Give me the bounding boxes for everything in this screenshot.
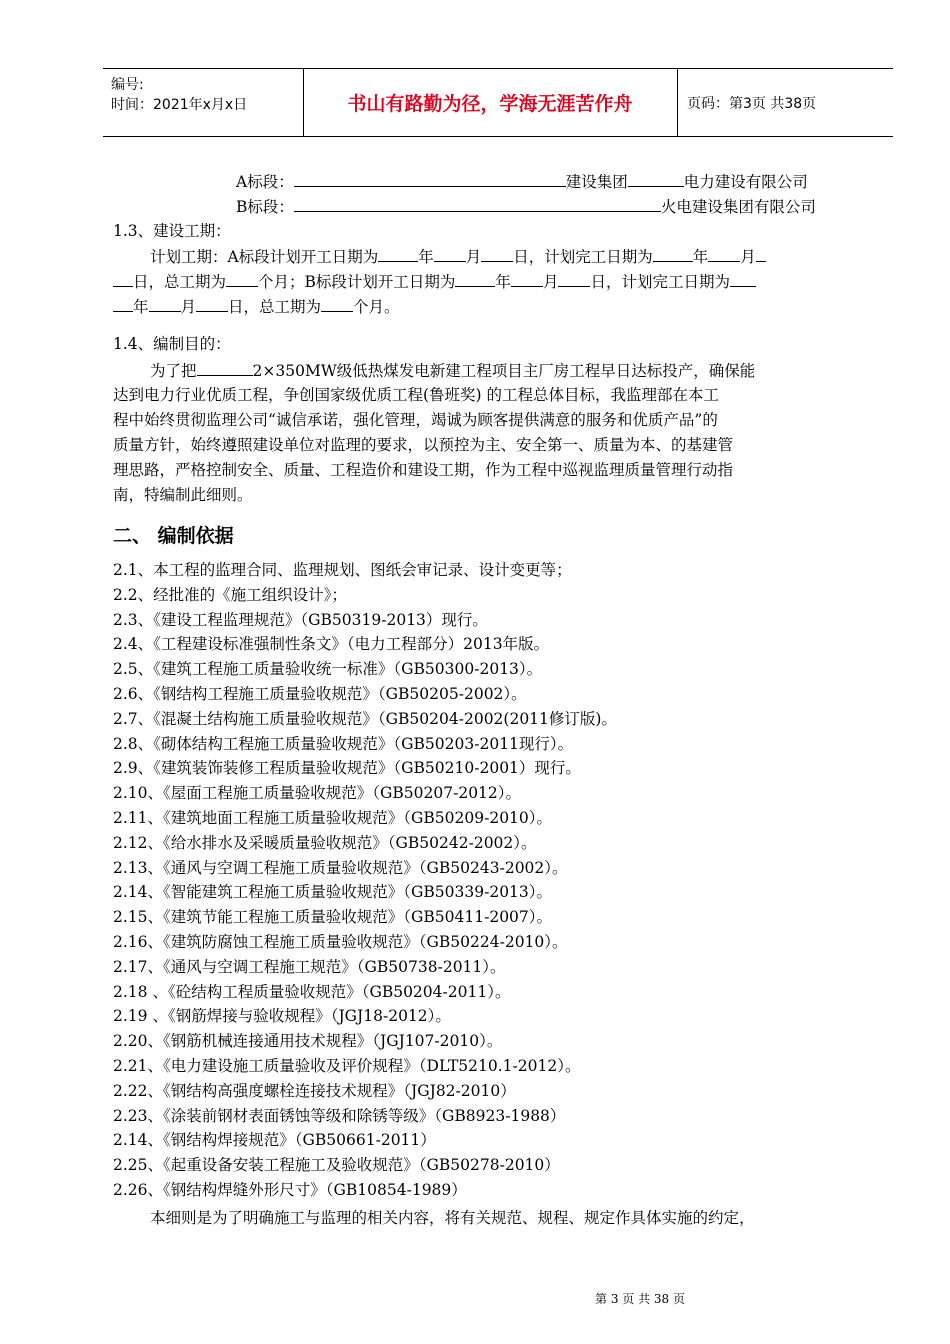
blank: [294, 169, 566, 187]
s14-para-line: 程中始终贯彻监理公司“诚信承诺，强化管理，竭诚为顾客提供满意的服务和优质产品”的: [113, 411, 718, 429]
basis-item: 2.7、《混凝土结构施工质量验收规范》（GB50204-2002(2011修订版)。: [113, 709, 617, 728]
blank: [628, 169, 684, 187]
header-motto: 书山有路勤为径，学海无涯苦作舟: [347, 93, 633, 115]
section-b-line: B标段： 火电建设集团有限公司: [236, 194, 816, 219]
time-label: 时间：2021年x月x日: [111, 97, 248, 113]
basis-item: 2.11、《建筑地面工程施工质量验收规范》（GB50209-2010）。: [113, 809, 553, 827]
basis-item: 2.19 、《钢筋焊接与验收规程》（JGJ18-2012）。: [113, 1007, 451, 1026]
basis-item: 2.25、《起重设备安装工程施工及验收规范》（GB50278-2010）: [113, 1156, 560, 1175]
s14-para-line: 南，特编制此细则。: [113, 486, 253, 504]
basis-item: 2.8、《砌体结构工程施工质量验收规范》（GB50203-2011现行）。: [113, 734, 574, 753]
header-page-info: 页码：第3页 共38页: [687, 96, 817, 112]
basis-item: 2.26、《钢结构焊缝外形尺寸》（GB10854-1989）: [113, 1181, 467, 1199]
basis-item: 2.1、本工程的监理合同、监理规划、图纸会审记录、设计变更等；: [113, 561, 572, 579]
basis-item: 2.2、经批准的《施工组织设计》；: [113, 585, 347, 604]
basis-item: 2.14、《智能建筑工程施工质量验收规范》（GB50339-2013）。: [113, 883, 553, 902]
s14-heading: 1.4、编制目的：: [113, 335, 231, 353]
basis-item: 2.13、《通风与空调工程施工质量验收规范》（GB50243-2002）。: [113, 858, 568, 877]
section-a-line: A标段： 建设集团 电力建设有限公司: [236, 169, 808, 194]
basis-item: 2.23、《涂装前钢材表面锈蚀等级和除锈等级》（GB8923-1988）: [113, 1106, 566, 1125]
basis-item: 2.18 、《砼结构工程质量验收规范》（GB50204-2011）。: [113, 982, 511, 1001]
s14-para-line: 为了把 2×350MW级低热煤发电新建工程项目主厂房工程早日达标投产，确保能: [150, 358, 755, 383]
basis-item: 2.17、《通风与空调工程施工规范》（GB50738-2011）。: [113, 957, 506, 976]
basis-item: 2.14、《钢结构焊接规范》（GB50661-2011）: [113, 1131, 436, 1150]
basis-item: 2.20、《钢筋机械连接通用技术规程》（JGJ107-2010）。: [113, 1032, 503, 1051]
s13-heading: 1.3、建设工期：: [113, 222, 231, 240]
s14-para-line: 质量方针，始终遵照建设单位对监理的要求，以预控为主、安全第一、质量为本、的基建管: [113, 436, 734, 454]
s13-line1: 计划工期：A标段计划开工日期为 年 月 日，计划完工日期为 年 月: [150, 244, 766, 269]
basis-item: 2.12、《给水排水及采暖质量验收规范》（GB50242-2002）。: [113, 833, 537, 852]
page-footer: 第 3 页 共 38 页: [595, 1292, 685, 1306]
s14-para-line: 达到电力行业优质工程，争创国家级优质工程(鲁班奖) 的工程总体目标，我监理部在本工: [113, 386, 720, 404]
basis-item: 2.16、《建筑防腐蚀工程施工质量验收规范》（GB50224-2010）。: [113, 933, 568, 951]
basis-item: 2.22、《钢结构高强度螺栓连接技术规程》（JGJ82-2010）: [113, 1081, 516, 1100]
page-header: [103, 68, 893, 137]
basis-item: 2.3、《建设工程监理规范》（GB50319-2013）现行。: [113, 610, 488, 629]
basis-item: 2.15、《建筑节能工程施工质量验收规范》（GB50411-2007）。: [113, 908, 553, 927]
header-divider: [677, 69, 678, 136]
basis-item: 2.6、《钢结构工程施工质量验收规范》（GB50205-2002）。: [113, 685, 527, 703]
s13-line3: 年 月 日，总工期为 个月。: [113, 294, 400, 319]
s13-line2: 日，总工期为 个月；B标段计划开工日期为 年 月 日，计划完工日期为: [113, 269, 756, 294]
closing-line: 本细则是为了明确施工与监理的相关内容，将有关规范、规程、规定作具体实施的约定，: [150, 1209, 755, 1227]
basis-item: 2.10、《屋面工程施工质量验收规范》（GB50207-2012）。: [113, 784, 522, 803]
basis-item: 2.4、《工程建设标准强制性条文》（电力工程部分）2013年版。: [113, 635, 550, 654]
section-2-title: 二、 编制依据: [113, 525, 234, 547]
number-label: 编号:: [111, 77, 144, 93]
basis-item: 2.5、《建筑工程施工质量验收统一标准》（GB50300-2013）。: [113, 660, 543, 679]
blank: [294, 194, 661, 212]
basis-item: 2.21、《电力建设施工质量验收及评价规程》（DLT5210.1-2012）。: [113, 1057, 581, 1075]
s14-para-line: 理思路，严格控制安全、质量、工程造价和建设工期，作为工程中巡视监理质量管理行动指: [113, 461, 734, 479]
header-meta: [111, 75, 247, 115]
basis-item: 2.9、《建筑装饰装修工程质量验收规范》（GB50210-2001）现行。: [113, 759, 581, 778]
